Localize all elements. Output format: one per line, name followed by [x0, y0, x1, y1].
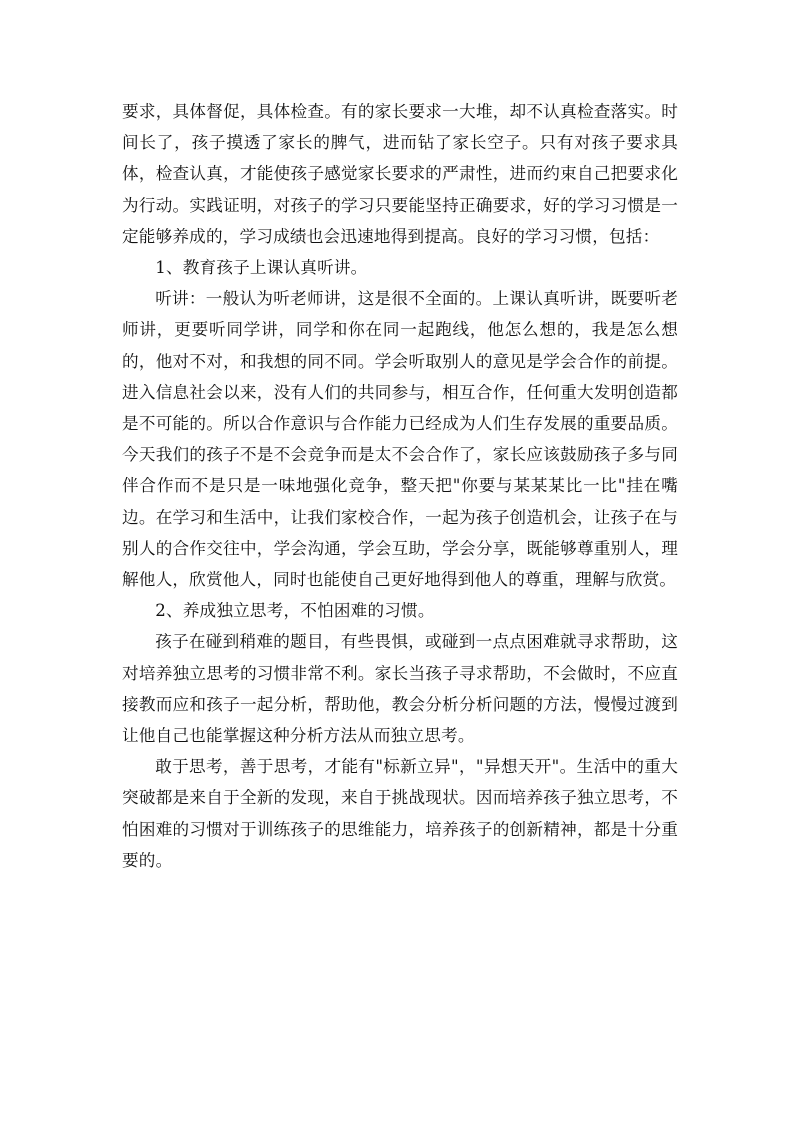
heading-item-2: 2、养成独立思考，不怕困难的习惯。: [155, 601, 435, 621]
paragraph-continuation: 要求，具体督促，具体检查。有的家长要求一大堆，却不认真检查落实。时间长了，孩子摸透了家长的脾气，进而钻了家长空子。只有对孩子要求具体，检查认真，才能使孩子感觉家长要求的严肃性，进而约束自己把要求化为行动。实践证明，对孩子的学习只要能坚持正确要求，好的学习习惯是一定能够养成的，学习成绩也会迅速地得到提高。良好的学习习惯，包括：: [122, 102, 678, 246]
document-body: [122, 96, 678, 876]
paragraph-independent-thinking: 孩子在碰到稍难的题目，有些畏惧，或碰到一点点困难就寻求帮助，这对培养独立思考的习惯非常不利。家长当孩子寻求帮助，不会做时，不应直接教而应和孩子一起分析，帮助他，教会分析分析问题的方法，慢慢过渡到让他自己也能掌握这种分析方法从而独立思考。: [122, 632, 678, 746]
paragraph-innovation: 敢于思考，善于思考，才能有"标新立异"，"异想天开"。生活中的重大突破都是来自于全新的发现，来自于挑战现状。因而培养孩子独立思考，不怕困难的习惯对于训练孩子的思维能力，培养孩子的创新精神，都是十分重要的。: [122, 757, 678, 870]
paragraph-listening: 听讲：一般认为听老师讲，这是很不全面的。上课认真听讲，既要听老师讲，更要听同学讲，同学和你在同一起跑线，他怎么想的，我是怎么想的，他对不对，和我想的同不同。学会听取别人的意见是学会合作的前提。进入信息社会以来，没有人们的共同参与，相互合作，任何重大发明创造都是不可能的。所以合作意识与合作能力已经成为人们生存发展的重要品质。今天我们的孩子不是不会竞争而是太不会合作了，家长应该鼓励孩子多与同伴合作而不是只是一味地强化竞争，整天把"你要与某某某比一比"挂在嘴边。在学习和生活中，让我们家校合作，一起为孩子创造机会，让孩子在与别人的合作交往中，学会沟通，学会互助，学会分享，既能够尊重别人，理解他人，欣赏他人，同时也能使自己更好地得到他人的尊重，理解与欣赏。: [122, 289, 678, 590]
heading-item-1: 1、教育孩子上课认真听讲。: [155, 258, 368, 278]
